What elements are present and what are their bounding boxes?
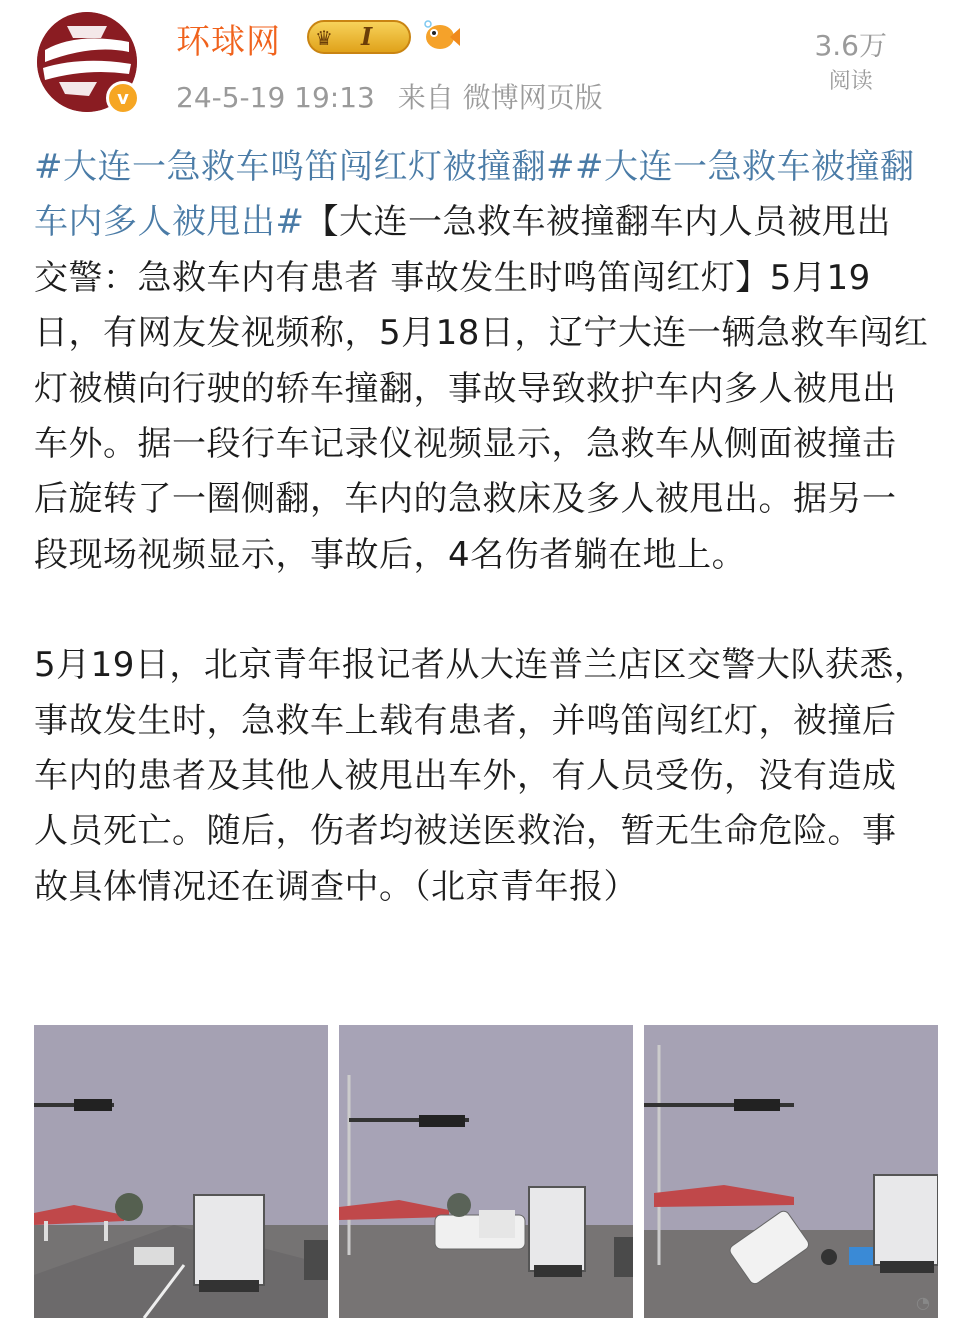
read-count-label: 阅读: [828, 69, 873, 94]
crown-icon: ♛: [315, 26, 333, 50]
verified-icon: v: [106, 81, 140, 115]
post-meta: [176, 76, 617, 116]
read-count-number: 3.6万: [814, 29, 887, 62]
level-badge[interactable]: [307, 20, 411, 54]
topic-link-1[interactable]: #大连一急救车鸣笛闯红灯被撞翻#: [34, 147, 575, 187]
image-grid: [34, 1025, 939, 1323]
post-source: 来自 微博网页版: [397, 81, 603, 114]
post-timestamp: 24-5-19 19:13: [176, 81, 375, 114]
post-content: [34, 140, 929, 915]
fish-badge-icon[interactable]: [420, 18, 460, 54]
photo-1[interactable]: [34, 1025, 328, 1318]
topic-link-2[interactable]: #大连一急救车被撞翻车内多人被甩出#: [34, 147, 915, 243]
level-label: I: [361, 22, 373, 51]
watermark-icon: ◔: [916, 1293, 930, 1312]
paragraph-2: 5月19日，北京青年报记者从大连普兰店区交警大队获悉，事故发生时，急救车上载有患者，并鸣笛闯红灯，被撞后车内的患者及其他人被甩出车外，有人员受伤，没有造成人员死亡。随后，伤者均被送医救治，暂无生命危险。事故具体情况还在调查中。（北京青年报）: [34, 645, 929, 907]
paragraph-1: [34, 140, 929, 583]
photo-3[interactable]: [644, 1025, 938, 1318]
account-name[interactable]: 环球网: [176, 22, 281, 62]
post-header: [0, 0, 959, 130]
read-count: [814, 24, 887, 95]
paragraph-1-text: 【大连一急救车被撞翻车内人员被甩出 交警：急救车内有患者 事故发生时鸣笛闯红灯】5月19日，有网友发视频称，5月18日，辽宁大连一辆急救车闯红灯被横向行驶的轿车撞翻，事故导致救护车内多人被甩出车外。据一段行车记录仪视频显示，急救车从侧面被撞击后旋转了一圈侧翻，车内的急救床及多人被甩出。据另一段现场视频显示，事故后，4名伤者躺在地上。: [34, 202, 929, 575]
photo-2[interactable]: [339, 1025, 633, 1318]
